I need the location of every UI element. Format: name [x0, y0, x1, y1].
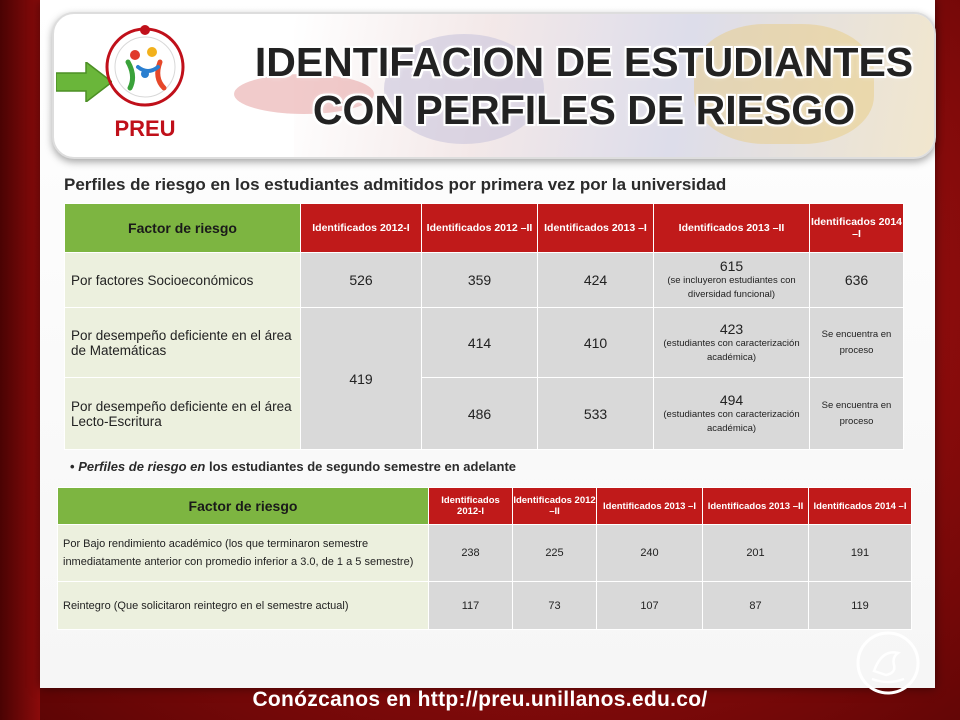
value-cell: Se encuentra en proceso [810, 308, 904, 378]
factor-cell: Por Bajo rendimiento académico (los que terminaron semestre inmediatamente anterior con promedio inferior a 3.0, de 1 a 5 semestre) [58, 525, 429, 582]
factor-cell: Por desempeño deficiente en el área Lecto-Escritura [65, 378, 301, 450]
table-row [65, 378, 904, 450]
value-main: 423 [719, 320, 744, 337]
value-cell: 87 [703, 582, 809, 630]
value-cell: 533 [538, 378, 654, 450]
value-cell: 238 [429, 525, 513, 582]
column-header-factor: Factor de riesgo [65, 204, 301, 253]
value-cell-merged: 419 [301, 308, 422, 450]
factor-cell: Reintegro (Que solicitaron reintegro en el semestre actual) [58, 582, 429, 630]
page-title-line1: IDENTIFACION DE ESTUDIANTES [254, 39, 914, 85]
table-row [58, 582, 912, 630]
column-header: Identificados 2013 –I [538, 204, 654, 253]
risk-table-first-semester [64, 203, 904, 450]
value-cell: 410 [538, 308, 654, 378]
section1-subtitle: Perfiles de riesgo en los estudiantes admitidos por primera vez por la universidad [64, 175, 727, 194]
preu-emblem-icon [90, 22, 200, 117]
table-row [65, 308, 904, 378]
column-header: Identificados 2012 –II [513, 488, 597, 525]
value-cell: 636 [810, 253, 904, 308]
value-cell: 424 [538, 253, 654, 308]
unillanos-logo-icon [852, 625, 924, 697]
section2-heading-rest: los estudiantes de segundo semestre en adelante [205, 459, 517, 474]
page-title [254, 38, 914, 134]
value-main: 494 [719, 391, 744, 408]
column-header: Identificados 2012-I [429, 488, 513, 525]
preu-logo [90, 22, 200, 142]
value-cell: 73 [513, 582, 597, 630]
value-cell: 191 [809, 525, 912, 582]
value-cell: Se encuentra en proceso [810, 378, 904, 450]
value-cell: 225 [513, 525, 597, 582]
section2-heading-italic: Perfiles de riesgo en [78, 459, 206, 474]
footer-link-text[interactable]: Conózcanos en http://preu.unillanos.edu.co/ [252, 688, 708, 711]
table-header-row [58, 488, 912, 525]
value-cell: 107 [597, 582, 703, 630]
value-cell: 201 [703, 525, 809, 582]
value-cell [654, 378, 810, 450]
page-title-line2: CON PERFILES DE RIESGO [312, 87, 856, 133]
value-note: (se incluyeron estudiantes con diversidad funcional) [667, 275, 796, 300]
column-header: Identificados 2012 –II [422, 204, 538, 253]
value-note: (estudiantes con caracterización académica) [663, 337, 800, 363]
value-cell: 119 [809, 582, 912, 630]
value-cell [654, 308, 810, 378]
risk-table-second-semester [57, 487, 912, 630]
bullet-icon: • [70, 459, 75, 474]
table-row [58, 525, 912, 582]
column-header: Identificados 2014 –I [809, 488, 912, 525]
value-note: (estudiantes con caracterización académica) [663, 408, 800, 434]
column-header: Identificados 2013 –II [654, 204, 810, 253]
table-header-row [65, 204, 904, 253]
value-cell [654, 253, 810, 308]
column-header: Identificados 2013 –I [597, 488, 703, 525]
value-cell: 414 [422, 308, 538, 378]
value-cell: 240 [597, 525, 703, 582]
factor-cell: Por factores Socioeconómicos [65, 253, 301, 308]
value-main: 615 [719, 258, 744, 274]
table-row [65, 253, 904, 308]
value-cell: 117 [429, 582, 513, 630]
column-header-factor: Factor de riesgo [58, 488, 429, 525]
column-header: Identificados 2013 –II [703, 488, 809, 525]
factor-cell: Por desempeño deficiente en el área de Matemáticas [65, 308, 301, 378]
column-header: Identificados 2014 –I [810, 204, 904, 253]
value-cell: 359 [422, 253, 538, 308]
value-cell: 486 [422, 378, 538, 450]
left-shade [0, 0, 40, 720]
column-header: Identificados 2012-I [301, 204, 422, 253]
value-cell: 526 [301, 253, 422, 308]
logo-label: PREU [114, 116, 176, 141]
section2-heading [70, 459, 516, 474]
